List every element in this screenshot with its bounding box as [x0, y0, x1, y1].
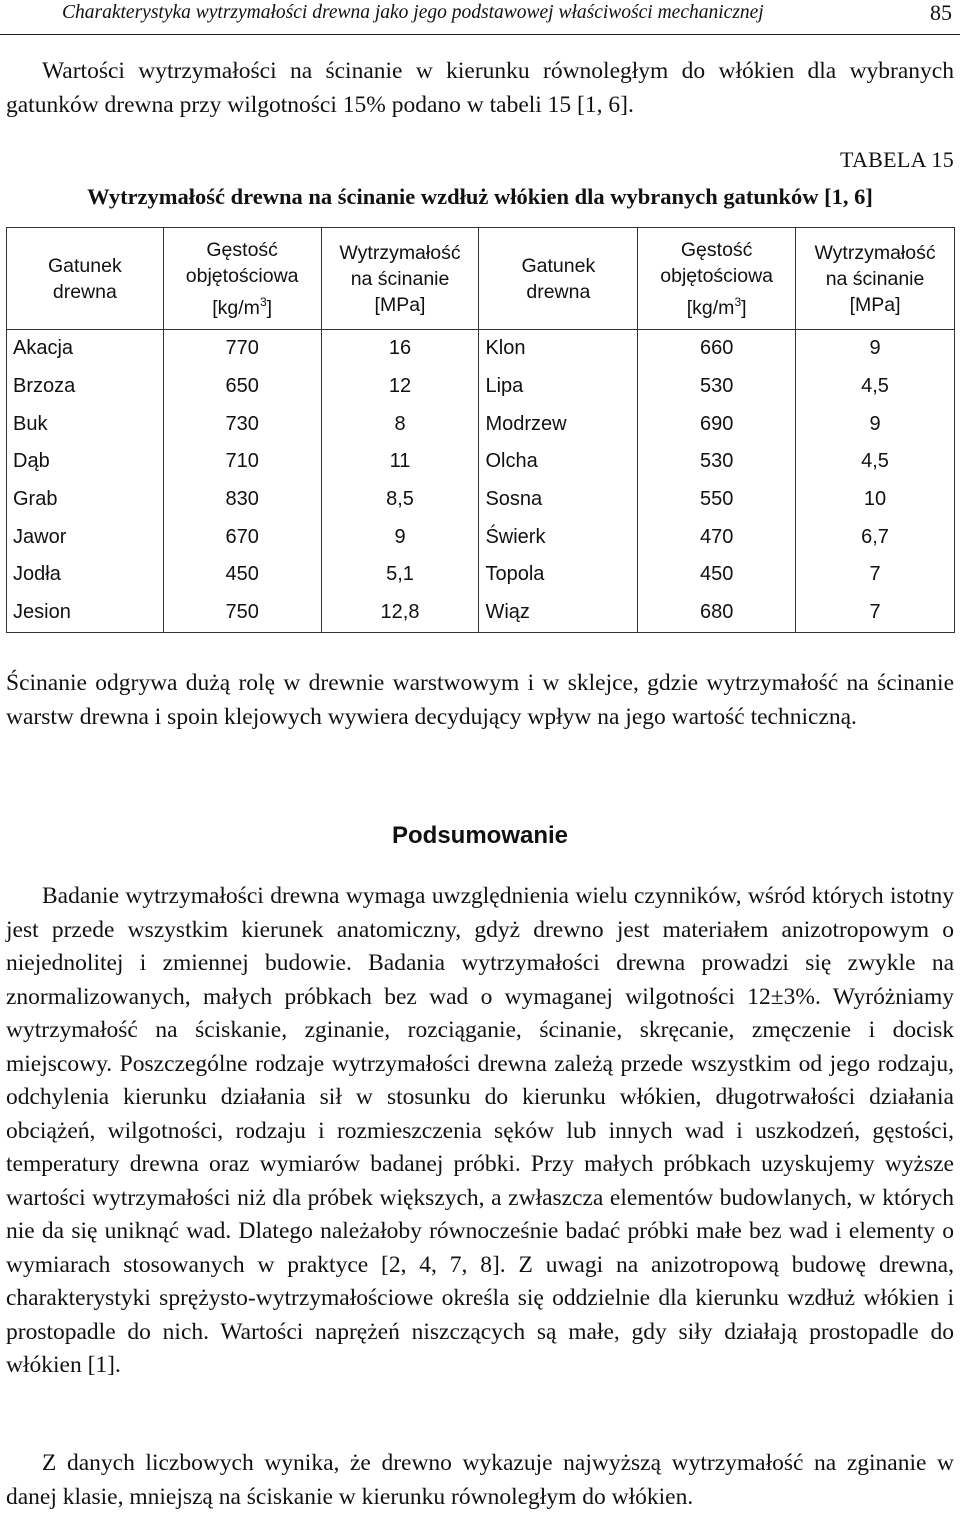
density-value: 660 — [638, 330, 796, 368]
strength-value: 11 — [321, 443, 479, 481]
intro-paragraph: Wartości wytrzymałości na ścinanie w kierunku równoległym do włókien dla wybranych gatunków drewna przy wilgotności 15% podano w tabeli 15 [1, 6]. — [6, 58, 954, 118]
species-name: Topola — [479, 556, 638, 594]
header-species: Gatunek drewna — [7, 228, 164, 330]
header-species: Gatunek drewna — [479, 228, 638, 330]
shear-strength-table — [6, 227, 955, 633]
table-row — [7, 481, 955, 519]
strength-value: 4,5 — [796, 443, 955, 481]
page-number: 85 — [930, 0, 952, 25]
density-value: 530 — [638, 443, 796, 481]
strength-value: 16 — [321, 330, 479, 368]
density-value: 450 — [163, 556, 321, 594]
strength-value: 5,1 — [321, 556, 479, 594]
density-value: 770 — [163, 330, 321, 368]
species-name: Lipa — [479, 368, 638, 406]
density-value: 550 — [638, 481, 796, 519]
density-value: 830 — [163, 481, 321, 519]
density-value: 470 — [638, 518, 796, 556]
section-heading: Podsumowanie — [391, 822, 569, 849]
species-name: Akacja — [7, 330, 164, 368]
density-value: 750 — [163, 594, 321, 632]
table-row — [7, 518, 955, 556]
strength-value: 9 — [796, 405, 955, 443]
density-value: 650 — [163, 368, 321, 406]
species-name: Wiąz — [479, 594, 638, 632]
strength-value: 10 — [796, 481, 955, 519]
table-header-row — [7, 228, 955, 330]
strength-value: 9 — [796, 330, 955, 368]
running-header — [0, 0, 960, 35]
strength-value: 7 — [796, 556, 955, 594]
header-strength: Wytrzymałość na ścinanie [MPa] — [321, 228, 479, 330]
species-name: Modrzew — [479, 405, 638, 443]
strength-value: 4,5 — [796, 368, 955, 406]
strength-value: 6,7 — [796, 518, 955, 556]
species-name: Sosna — [479, 481, 638, 519]
species-name: Jesion — [7, 594, 164, 632]
summary-paragraph: Badanie wytrzymałości drewna wymaga uwzględnienia wielu czynników, wśród których istotny jest przede wszystkim kierunek anatomiczny, gdyż drewno jest materiałem anizotropowym o niejednolitej i zmiennej budowie. Badania wytrzymałości drewna prowadzi się zwykle na znormalizowanych, małych próbkach bez wad o wymaganej wilgotności 12±3%. Wyróżniamy wytrzymałość na ściskanie, zginanie, rozciąganie, ścinanie, skręcanie, zmęczenie i docisk miejscowy. Poszczególne rodzaje wytrzymałości drewna zależą przede wszystkim od jego rodzaju, odchylenia kierunku działania sił w stosunku do kierunku włókien, długotrwałości działania obciążeń, wilgotności, rodzaju i rozmieszczenia sęków lub innych wad i uszkodzeń, gęstości, temperatury drewna oraz wymiarów badanej próbki. Przy małych próbkach uzyskujemy wyższe wartości wytrzymałości niż dla próbek większych, a zwłaszcza elementów budowlanych, w których nie da się uniknąć wad. Dlatego należałoby równocześnie badać próbki małe bez wad i elementy o wymiarach stosowanych w praktyce [2, 4, 7, 8]. Z uwagi na anizotropową budowę drewna, charakterystyki sprężysto-wytrzymałościowe określa się oddzielnie dla kierunku wzdłuż włókien i prostopadle do nich. Wartości naprężeń niszczących są małe, gdy siły działają prostopadle do włókien [1]. — [6, 883, 954, 1378]
density-value: 710 — [163, 443, 321, 481]
strength-value: 12 — [321, 368, 479, 406]
table-row — [7, 405, 955, 443]
strength-value: 8,5 — [321, 481, 479, 519]
species-name: Jodła — [7, 556, 164, 594]
density-value: 680 — [638, 594, 796, 632]
table-caption: Wytrzymałość drewna na ścinanie wzdłuż włókien dla wybranych gatunków [1, 6] — [87, 184, 873, 209]
strength-value: 12,8 — [321, 594, 479, 632]
species-name: Olcha — [479, 443, 638, 481]
shear-paragraph: Ścinanie odgrywa dużą rolę w drewnie warstwowym i w sklejce, gdzie wytrzymałość na ścinanie warstw drewna i spoin klejowych wywiera decydujący wpływ na jego wartość techniczną. — [6, 670, 954, 730]
species-name: Jawor — [7, 518, 164, 556]
table-row — [7, 443, 955, 481]
table-label: TABELA 15 — [840, 147, 954, 172]
table-row — [7, 368, 955, 406]
table-row — [7, 330, 955, 368]
strength-value: 7 — [796, 594, 955, 632]
density-value: 530 — [638, 368, 796, 406]
species-name: Buk — [7, 405, 164, 443]
species-name: Klon — [479, 330, 638, 368]
species-name: Świerk — [479, 518, 638, 556]
running-title: Charakterystyka wytrzymałości drewna jako jego podstawowej właściwości mechanicznej — [62, 2, 764, 23]
strength-value: 8 — [321, 405, 479, 443]
strength-value: 9 — [321, 518, 479, 556]
density-value: 670 — [163, 518, 321, 556]
density-value: 450 — [638, 556, 796, 594]
species-name: Grab — [7, 481, 164, 519]
header-density: Gęstość objętościowa $[kg/m^3]$ — [163, 228, 321, 330]
header-strength: Wytrzymałość na ścinanie [MPa] — [796, 228, 955, 330]
table-row — [7, 594, 955, 632]
density-value: 730 — [163, 405, 321, 443]
density-value: 690 — [638, 405, 796, 443]
table-row — [7, 556, 955, 594]
conclusion-paragraph: Z danych liczbowych wynika, że drewno wykazuje najwyższą wytrzymałość na zginanie w danej klasie, mniejszą na ściskanie w kierunku równoległym do włókien. — [6, 1450, 954, 1510]
header-density: Gęstość objętościowa $[kg/m^3]$ — [638, 228, 796, 330]
species-name: Brzoza — [7, 368, 164, 406]
species-name: Dąb — [7, 443, 164, 481]
